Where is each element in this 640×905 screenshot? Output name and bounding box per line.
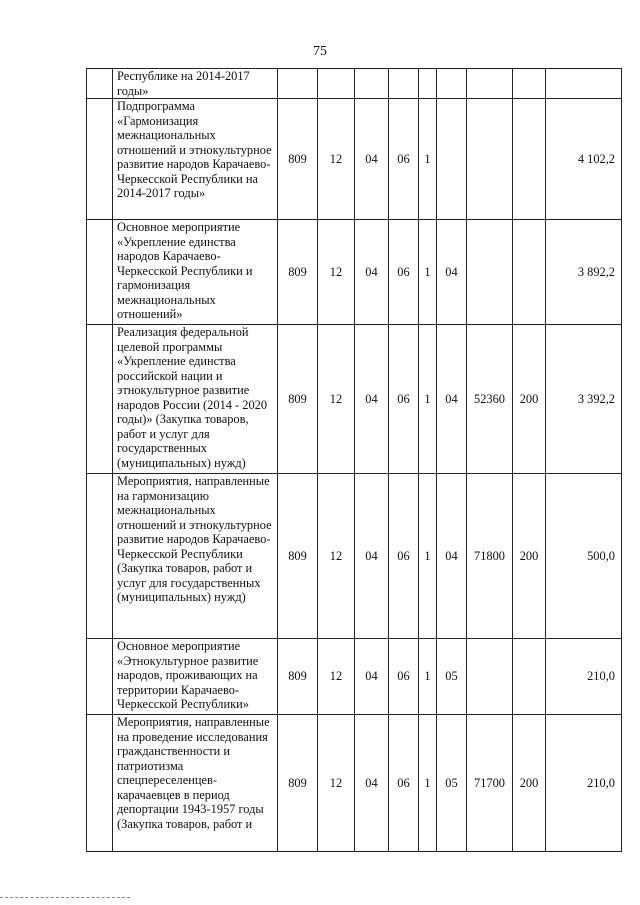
ministry-code-cell: 809 — [278, 474, 318, 639]
amount-cell — [546, 69, 622, 99]
subprogram-code-cell: 1 — [419, 715, 437, 852]
amount-cell: 3 392,2 — [546, 325, 622, 474]
section-code-cell: 12 — [318, 474, 355, 639]
program-code-cell — [389, 69, 419, 99]
section-code-cell: 12 — [318, 639, 355, 715]
subsection-code-cell: 04 — [355, 639, 389, 715]
amount-cell: 210,0 — [546, 639, 622, 715]
subsection-code-cell: 04 — [355, 220, 389, 325]
measure-code-cell — [437, 69, 467, 99]
amount-cell: 210,0 — [546, 715, 622, 852]
target-code-cell — [467, 639, 513, 715]
target-code-cell — [467, 69, 513, 99]
row-number-cell — [87, 220, 113, 325]
target-code-cell: 52360 — [467, 325, 513, 474]
item-name-cell: Основное мероприятие «Этнокультурное развитие народов, проживающих на территории Карачаево-Черкесской Республики» — [113, 639, 278, 715]
program-code-cell: 06 — [389, 639, 419, 715]
ministry-code-cell: 809 — [278, 639, 318, 715]
section-code-cell: 12 — [318, 325, 355, 474]
measure-code-cell: 05 — [437, 715, 467, 852]
measure-code-cell: 04 — [437, 474, 467, 639]
subprogram-code-cell: 1 — [419, 220, 437, 325]
target-code-cell: 71800 — [467, 474, 513, 639]
item-name-cell: Реализация федеральной целевой программы «Укрепление единства российской нации и этнокультурное развитие народов России (2014 - 2020 годы)» (Закупка товаров, работ и услуг для государственных (муниципальных) нужд) — [113, 325, 278, 474]
table-body — [87, 69, 622, 852]
scan-edge-line — [0, 897, 130, 899]
subprogram-code-cell: 1 — [419, 99, 437, 220]
program-code-cell: 06 — [389, 325, 419, 474]
section-code-cell: 12 — [318, 715, 355, 852]
expense-type-cell — [513, 69, 546, 99]
program-code-cell: 06 — [389, 715, 419, 852]
subsection-code-cell: 04 — [355, 715, 389, 852]
table-row — [87, 99, 622, 220]
page-number: 75 — [313, 44, 327, 59]
expense-type-cell: 200 — [513, 325, 546, 474]
amount-cell: 4 102,2 — [546, 99, 622, 220]
row-number-cell — [87, 99, 113, 220]
expense-type-cell — [513, 220, 546, 325]
subsection-code-cell — [355, 69, 389, 99]
subprogram-code-cell: 1 — [419, 474, 437, 639]
row-number-cell — [87, 69, 113, 99]
program-code-cell: 06 — [389, 99, 419, 220]
program-code-cell: 06 — [389, 220, 419, 325]
item-name-cell: Мероприятия, направленные на проведение исследования гражданственности и патриотизма спецпереселенцев-карачаевцев в период депортации 1943-1957 годы (Закупка товаров, работ и — [113, 715, 278, 852]
target-code-cell: 71700 — [467, 715, 513, 852]
row-number-cell — [87, 639, 113, 715]
section-code-cell — [318, 69, 355, 99]
expense-type-cell — [513, 99, 546, 220]
row-number-cell — [87, 325, 113, 474]
ministry-code-cell: 809 — [278, 99, 318, 220]
budget-table — [86, 68, 622, 852]
ministry-code-cell: 809 — [278, 715, 318, 852]
item-name-cell: Республике на 2014-2017 годы» — [113, 69, 278, 99]
ministry-code-cell: 809 — [278, 220, 318, 325]
subsection-code-cell: 04 — [355, 99, 389, 220]
expense-type-cell — [513, 639, 546, 715]
ministry-code-cell — [278, 69, 318, 99]
item-name-cell: Основное мероприятие «Укрепление единства народов Карачаево-Черкесской Республики и гармонизация межнациональных отношений» — [113, 220, 278, 325]
item-name-cell: Мероприятия, направленные на гармонизацию межнациональных отношений и этнокультурное развитие народов Карачаево-Черкесской Республики (Закупка товаров, работ и услуг для государственных (муниципальных) нужд) — [113, 474, 278, 639]
table-row — [87, 220, 622, 325]
subprogram-code-cell — [419, 69, 437, 99]
amount-cell: 3 892,2 — [546, 220, 622, 325]
measure-code-cell: 05 — [437, 639, 467, 715]
section-code-cell: 12 — [318, 99, 355, 220]
table-row — [87, 69, 622, 99]
subprogram-code-cell: 1 — [419, 325, 437, 474]
subsection-code-cell: 04 — [355, 474, 389, 639]
item-name-cell: Подпрограмма «Гармонизация межнациональных отношений и этнокультурное развитие народов Карачаево-Черкесской Республики на 2014-2017 годы» — [113, 99, 278, 220]
section-code-cell: 12 — [318, 220, 355, 325]
table-row — [87, 474, 622, 639]
target-code-cell — [467, 99, 513, 220]
table-row — [87, 325, 622, 474]
table-row — [87, 715, 622, 852]
program-code-cell: 06 — [389, 474, 419, 639]
row-number-cell — [87, 715, 113, 852]
measure-code-cell: 04 — [437, 325, 467, 474]
table-row — [87, 639, 622, 715]
subsection-code-cell: 04 — [355, 325, 389, 474]
expense-type-cell: 200 — [513, 474, 546, 639]
subprogram-code-cell: 1 — [419, 639, 437, 715]
row-number-cell — [87, 474, 113, 639]
measure-code-cell — [437, 99, 467, 220]
measure-code-cell: 04 — [437, 220, 467, 325]
ministry-code-cell: 809 — [278, 325, 318, 474]
target-code-cell — [467, 220, 513, 325]
amount-cell: 500,0 — [546, 474, 622, 639]
expense-type-cell: 200 — [513, 715, 546, 852]
